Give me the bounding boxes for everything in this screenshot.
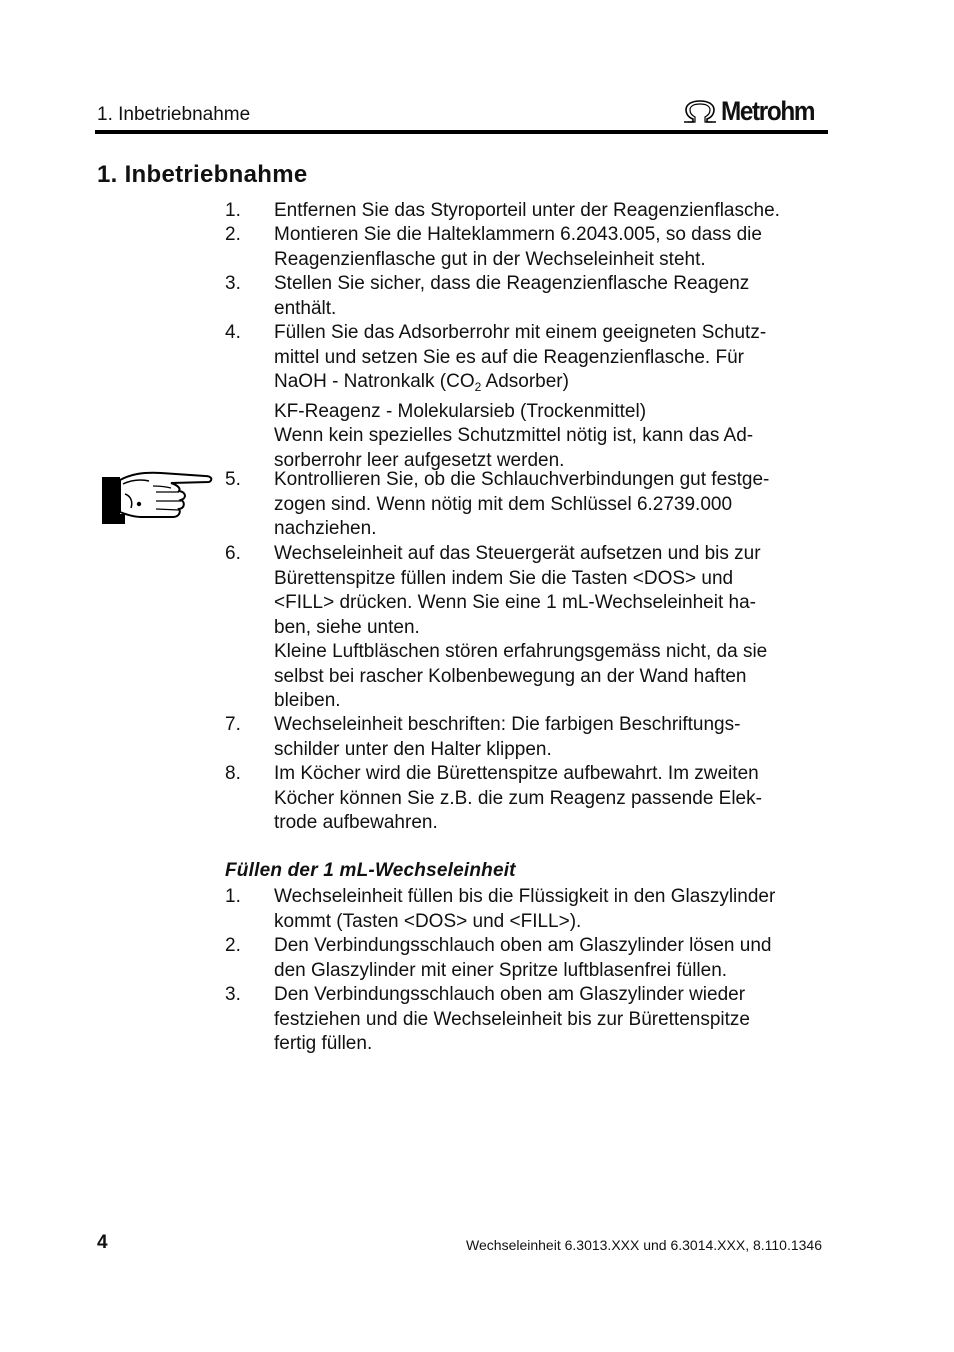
subsection-heading: Füllen der 1 mL-Wechseleinheit [225, 860, 516, 881]
naoh-line: NaOH - Natronkalk ($CO_2$ Adsorber) [274, 371, 569, 394]
page-number: 4 [97, 1232, 108, 1253]
pointing-hand-icon [101, 470, 215, 526]
header-rule [95, 130, 828, 134]
metrohm-omega-icon [682, 99, 718, 125]
logo-wordmark: Metrohm [721, 96, 815, 126]
metrohm-logo [682, 96, 825, 127]
header-section-title: 1. Inbetriebnahme [97, 104, 251, 125]
page-title: 1. Inbetriebnahme [97, 161, 308, 188]
footer-doc-reference: Wechseleinheit 6.3013.XXX und 6.3014.XXX, 8.110.1346 [466, 1237, 822, 1253]
